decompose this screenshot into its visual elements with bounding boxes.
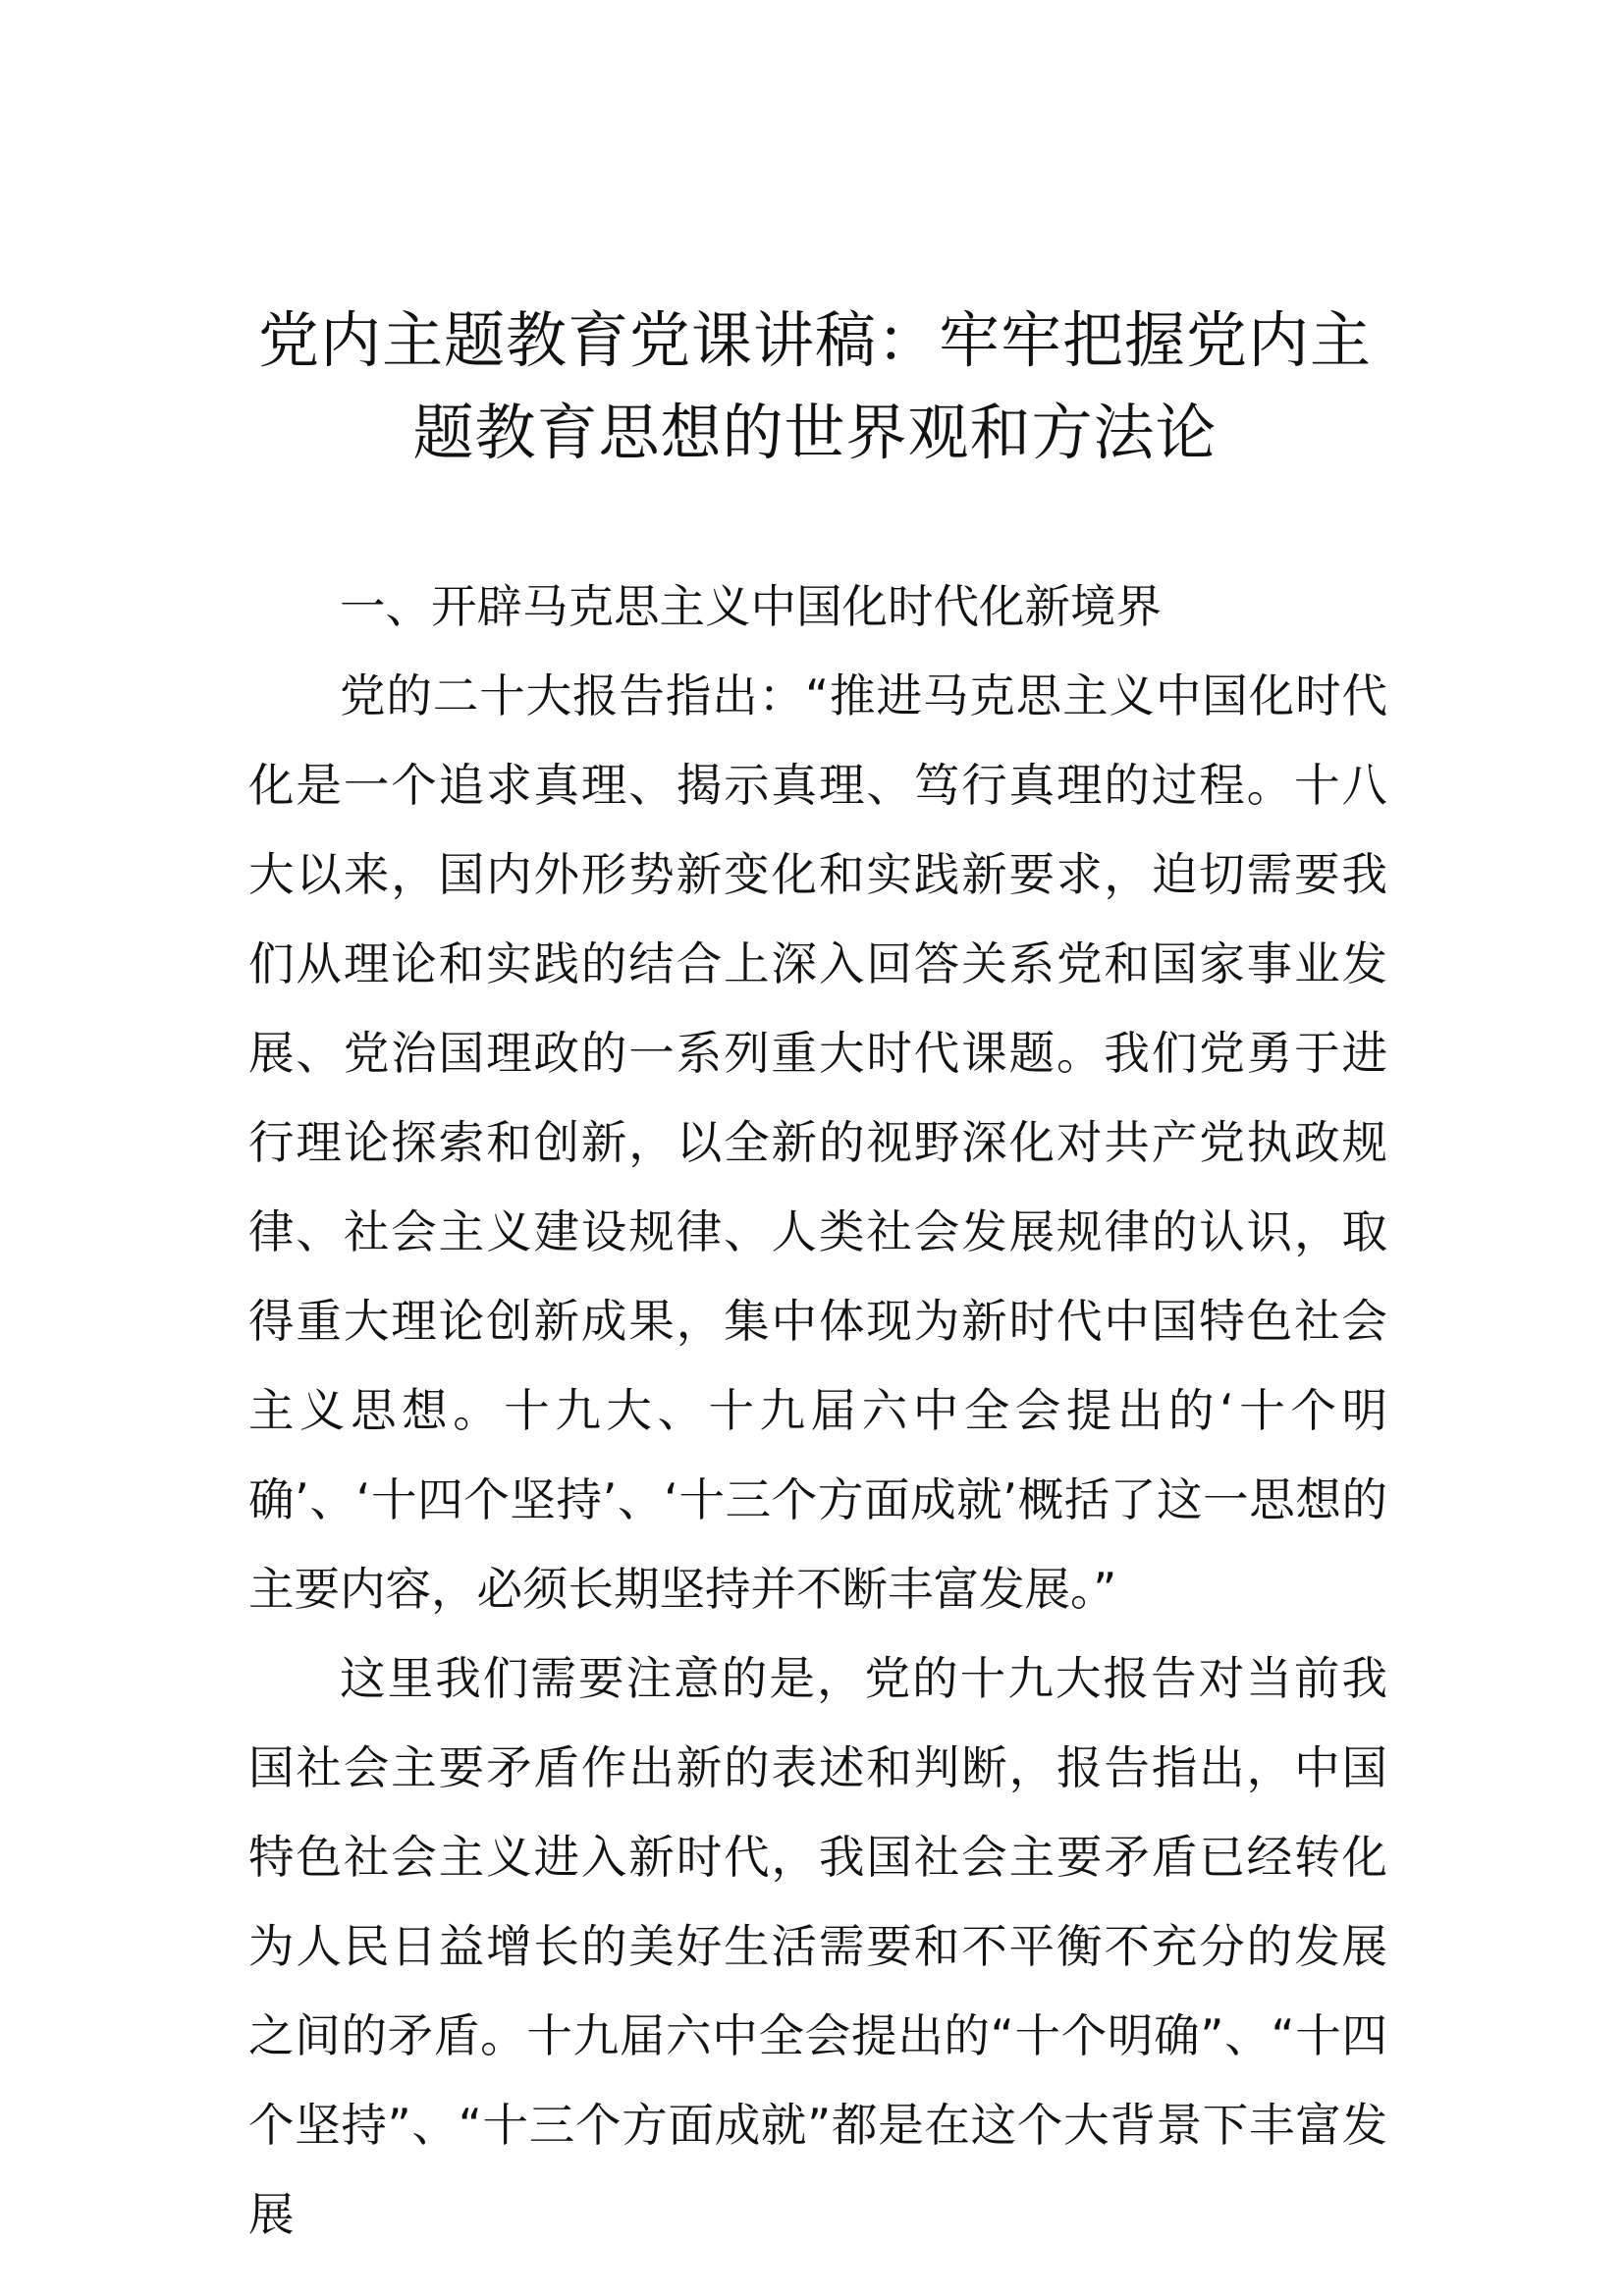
- paragraph-2: 这里我们需要注意的是，党的十九大报告对当前我国社会主要矛盾作出新的表述和判断，报告指出，中国特色社会主义进入新时代，我国社会主要矛盾已经转化为人民日益增长的美好生活需要和不平衡不充分的发展之间的矛盾。十九届六中全会提出的“十个明确”、“十四个坚持”、“十三个方面成就”都是在这个大背景下丰富发展: [248, 1652, 1387, 2241]
- document-body: [248, 562, 1387, 2260]
- section-heading: 一、开辟马克思主义中国化时代化新境界: [340, 580, 1162, 633]
- paragraph-1: 党的二十大报告指出：“推进马克思主义中国化时代化是一个追求真理、揭示真理、笃行真理的过程。十八大以来，国内外形势新变化和实践新要求，迫切需要我们从理论和实践的结合上深入回答关系党和国家事业发展、党治国理政的一系列重大时代课题。我们党勇于进行理论探索和创新，以全新的视野深化对共产党执政规律、社会主义建设规律、人类社会发展规律的认识，取得重大理论创新成果，集中体现为新时代中国特色社会主义思想。十九大、十九届六中全会提出的‘十个明确’、‘十四个坚持’、‘十三个方面成就’概括了这一思想的主要内容，必须长期坚持并不断丰富发展。”: [248, 669, 1387, 1616]
- document-title: 党内主题教育党课讲稿：牢牢把握党内主题教育思想的世界观和方法论: [257, 304, 1372, 468]
